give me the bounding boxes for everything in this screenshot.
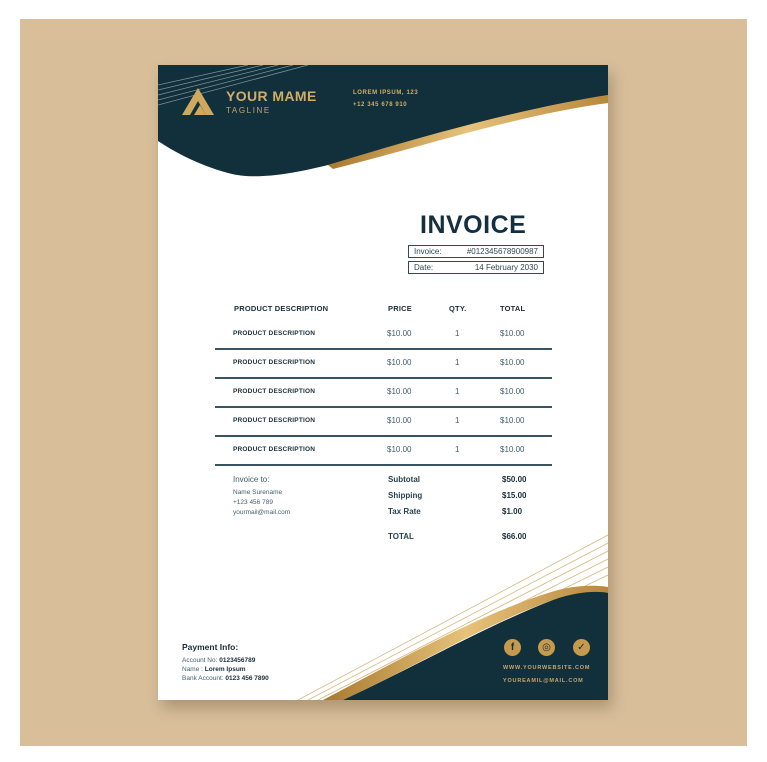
bill-to-label: Invoice to: <box>233 475 270 484</box>
table-row <box>158 445 608 465</box>
table-row <box>158 387 608 407</box>
payment-bank-account <box>182 675 269 682</box>
shipping-label: Shipping <box>388 491 423 500</box>
invoice-date-value: 14 February 2030 <box>474 263 538 272</box>
row-price: $10.00 <box>387 445 412 454</box>
row-price: $10.00 <box>387 416 412 425</box>
row-total: $10.00 <box>500 445 525 454</box>
row-qty: 1 <box>455 329 460 338</box>
footer-website[interactable]: WWW.YOURWEBSITE.COM <box>503 665 591 671</box>
row-total: $10.00 <box>500 329 525 338</box>
brand-logo-icon <box>180 85 216 117</box>
subtotal-label: Subtotal <box>388 475 420 484</box>
row-price: $10.00 <box>387 387 412 396</box>
table-row <box>158 358 608 378</box>
bank-account-label: Bank Account: <box>182 675 226 682</box>
payment-name <box>182 666 246 673</box>
row-qty: 1 <box>455 445 460 454</box>
payment-name-value: Lorem Ipsum <box>204 666 246 673</box>
column-header-qty: QTY. <box>449 304 467 313</box>
instagram-icon[interactable]: ◎ <box>538 639 555 656</box>
invoice-sheet <box>158 65 608 700</box>
row-description: PRODUCT DESCRIPTION <box>233 330 316 337</box>
row-total: $10.00 <box>500 387 525 396</box>
bank-account-value: 0123 456 7890 <box>225 675 269 682</box>
invoice-date-label: Date: <box>414 263 434 272</box>
twitter-icon[interactable]: ✓ <box>573 639 590 656</box>
bill-to-name: Name Surename <box>233 489 283 496</box>
row-qty: 1 <box>455 416 460 425</box>
footer-email[interactable]: YOUREAMIL@MAIL.COM <box>503 678 584 684</box>
row-divider <box>215 377 552 379</box>
decorative-shapes <box>158 65 608 700</box>
row-divider <box>215 464 552 466</box>
facebook-icon[interactable]: f <box>504 639 521 656</box>
tax-rate-value: $1.00 <box>502 507 523 516</box>
table-row <box>158 329 608 349</box>
account-number-label: Account No: <box>182 657 220 664</box>
row-description: PRODUCT DESCRIPTION <box>233 359 316 366</box>
column-header-description: PRODUCT DESCRIPTION <box>234 304 329 313</box>
tax-rate-label: Tax Rate <box>388 507 421 516</box>
grand-total-value: $66.00 <box>502 532 527 541</box>
row-description: PRODUCT DESCRIPTION <box>233 446 316 453</box>
payment-account-number <box>182 657 255 664</box>
invoice-title: INVOICE <box>420 211 527 239</box>
column-header-total: TOTAL <box>500 304 526 313</box>
header-address: LOREM IPSUM, 123 <box>353 90 419 96</box>
bill-to-phone: +123 456 789 <box>233 499 273 506</box>
bill-to-email: yourmail@mail.com <box>233 509 291 516</box>
payment-name-label: Name : <box>182 666 205 673</box>
shipping-value: $15.00 <box>502 491 527 500</box>
brand-name: YOUR MAME <box>226 88 317 104</box>
row-divider <box>215 348 552 350</box>
header-phone: +12 345 678 910 <box>353 102 408 108</box>
row-description: PRODUCT DESCRIPTION <box>233 388 316 395</box>
row-qty: 1 <box>455 358 460 367</box>
row-description: PRODUCT DESCRIPTION <box>233 417 316 424</box>
row-qty: 1 <box>455 387 460 396</box>
row-price: $10.00 <box>387 329 412 338</box>
row-divider <box>215 406 552 408</box>
brand-tagline: TAGLINE <box>226 106 271 115</box>
table-row <box>158 416 608 436</box>
row-total: $10.00 <box>500 416 525 425</box>
column-header-price: PRICE <box>388 304 412 313</box>
row-divider <box>215 435 552 437</box>
invoice-number-label: Invoice: <box>414 247 442 256</box>
invoice-number-value: #012345678900987 <box>466 247 538 256</box>
grand-total-label: TOTAL <box>388 532 414 541</box>
invoice-date-box <box>408 261 544 274</box>
invoice-number-box <box>408 245 544 258</box>
account-number-value: 0123456789 <box>219 657 256 664</box>
payment-info-title: Payment Info: <box>182 642 239 652</box>
row-total: $10.00 <box>500 358 525 367</box>
subtotal-value: $50.00 <box>502 475 527 484</box>
row-price: $10.00 <box>387 358 412 367</box>
